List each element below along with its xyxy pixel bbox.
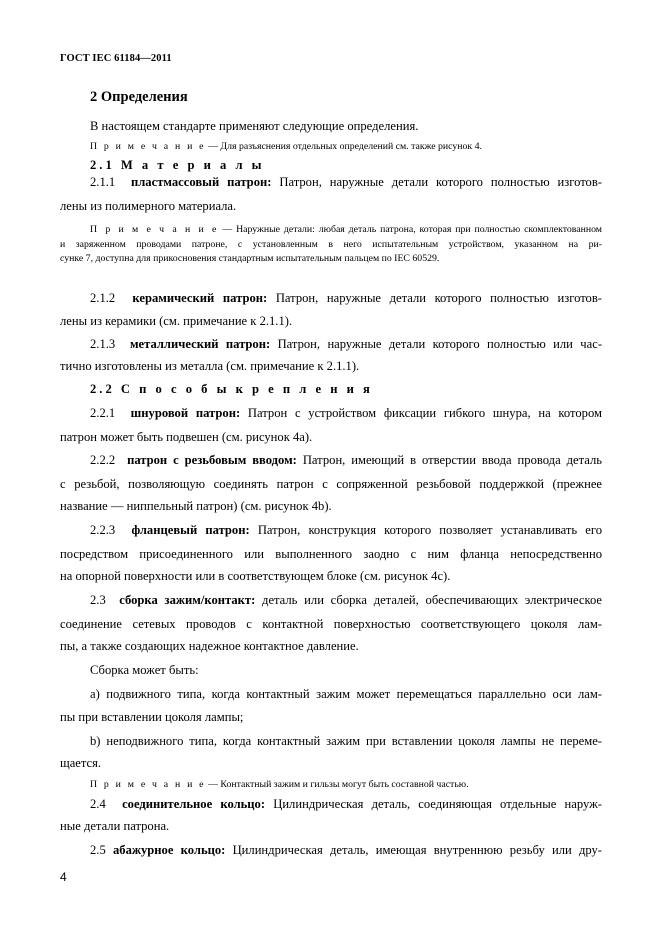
page-number: 4 (60, 870, 67, 884)
assembly-intro: Сборка может быть: (90, 663, 199, 677)
note-1-line-3: сунке 7, доступна для прикосновения стандартным испытательным пальцем по IEC 60529. (60, 253, 440, 264)
note-1: П р и м е ч а н и е — Наружные детали: любая деталь патрона, которая при полностью скомплектованном (90, 224, 603, 235)
def-2-2-2: 2.2.2 патрон с резьбовым вводом: Патрон, имеющий в отверстии ввода провода деталь (90, 453, 602, 467)
standard-header: ГОСТ IEC 61184—2011 (60, 53, 172, 64)
def-2-2-2-line-3: название — ниппельный патрон) (см. рисунок 4b). (60, 499, 332, 513)
def-2-1-1-cont: лены из полимерного материала. (60, 199, 237, 213)
note-2: П р и м е ч а н и е — Контактный зажим и гильзы могут быть составной частью. (90, 779, 469, 790)
def-2-1-2-cont: лены из керамики (см. примечание к 2.1.1). (60, 314, 293, 328)
list-item-a-cont: пы при вставлении цоколя лампы; (60, 710, 244, 724)
list-item-a: a) подвижного типа, когда контактный зажим может перемещаться параллельно оси лам- (90, 687, 602, 701)
def-2-4-cont: ные детали патрона. (60, 819, 170, 833)
def-2-2-1-cont: патрон может быть подвешен (см. рисунок 4a). (60, 430, 313, 444)
def-2-3: 2.3 сборка зажим/контакт: деталь или сборка деталей, обеспечивающих электрическое (90, 593, 602, 607)
subsection-2-1: 2.1 М а т е р и а л ы (90, 158, 265, 172)
def-2-1-3-cont: тично изготовлены из металла (см. примечание к 2.1.1). (60, 359, 360, 373)
section-title: 2 Определения (90, 89, 188, 105)
def-2-2-2-line-2: с резьбой, позволяющую соединять патрон с сопряженной резьбовой поддержкой (прежнее (60, 477, 602, 491)
def-2-3-line-2: соединение сетевых проводов с контактной поверхностью соответствующего цоколя лам- (60, 617, 602, 631)
list-item-b: b) неподвижного типа, когда контактный зажим при вставлении цоколя лампы не переме- (90, 734, 602, 748)
def-2-1-2: 2.1.2 керамический патрон: Патрон, наружные детали которого полностью изготов- (90, 291, 602, 305)
def-2-1-3: 2.1.3 металлический патрон: Патрон, наружные детали которого полностью или час- (90, 337, 603, 351)
def-2-2-1: 2.2.1 шнуровой патрон: Патрон с устройством фиксации гибкого шнура, на котором (90, 406, 602, 420)
def-2-4: 2.4 соединительное кольцо: Цилиндрическая деталь, соединяющая отдельные наруж- (90, 797, 602, 811)
def-2-5: 2.5 абажурное кольцо: Цилиндрическая деталь, имеющая внутреннюю резьбу или дру- (90, 843, 602, 857)
def-2-2-3: 2.2.3 фланцевый патрон: Патрон, конструкция которого позволяет устанавливать его (90, 523, 603, 537)
def-2-3-line-3: пы, а также создающих надежное контактное давление. (60, 639, 359, 653)
def-2-2-3-line-3: на опорной поверхности или в соответствующем блоке (см. рисунок 4c). (60, 569, 451, 583)
def-2-1-1: 2.1.1 пластмассовый патрон: Патрон, наружные детали которого полностью изготов- (90, 175, 602, 189)
list-item-b-cont: щается. (60, 756, 102, 770)
intro-text: В настоящем стандарте применяют следующие определения. (90, 119, 419, 133)
def-2-2-3-line-2: посредством присоединенного или выполненного заодно с ним фланца непосредственно (60, 547, 602, 561)
note-1-line-2: и заряженном проводами патроне, с установленным в него испытательным устройством, указанном на ри- (60, 239, 602, 250)
note-0: П р и м е ч а н и е — Для разъяснения отдельных определений см. также рисунок 4. (90, 141, 482, 152)
subsection-2-2: 2.2 С п о с о б ы к р е п л е н и я (90, 382, 373, 396)
